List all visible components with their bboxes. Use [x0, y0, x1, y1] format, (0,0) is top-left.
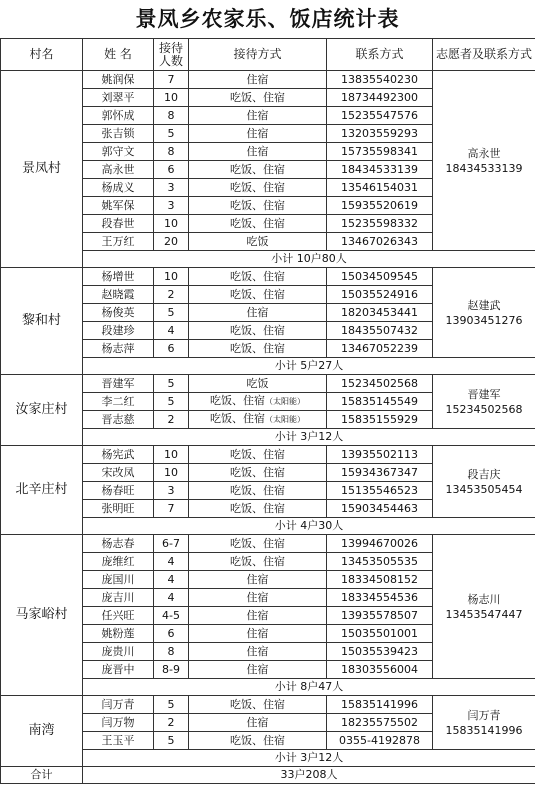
host-name: 杨增世 [83, 268, 154, 286]
host-name: 庞吉川 [83, 589, 154, 607]
reception-method-text: 住宿 [246, 608, 269, 622]
reception-method [189, 143, 327, 161]
guest-count: 10 [154, 446, 189, 464]
reception-method-text: 吃饭、住宿 [230, 90, 285, 104]
phone-number: 15035524916 [327, 286, 433, 304]
guest-count: 5 [154, 375, 189, 393]
reception-method-text: 住宿 [246, 108, 269, 122]
table-row [1, 446, 535, 464]
phone-number: 15835155929 [327, 411, 433, 429]
volunteer-name: 段吉庆 [467, 467, 501, 481]
table-row [1, 375, 535, 393]
reception-method-text: 住宿 [246, 715, 269, 729]
header-contact: 联系方式 [327, 39, 433, 71]
village-name: 马家峪村 [1, 535, 83, 696]
phone-number: 15234502568 [327, 375, 433, 393]
guest-count: 5 [154, 732, 189, 750]
host-name: 杨俊英 [83, 304, 154, 322]
village-name: 北辛庄村 [1, 446, 83, 535]
reception-method-text: 吃饭、住宿 [210, 412, 265, 425]
reception-method-note: （太阳能） [265, 397, 305, 406]
guest-count: 5 [154, 125, 189, 143]
host-name: 任兴旺 [83, 607, 154, 625]
host-name: 李二红 [83, 393, 154, 411]
reception-method [189, 500, 327, 518]
header-count: 接待人数 [154, 39, 189, 71]
host-name: 段春世 [83, 215, 154, 233]
volunteer-phone: 15234502568 [445, 402, 523, 416]
guest-count: 2 [154, 286, 189, 304]
phone-number: 18334554536 [327, 589, 433, 607]
reception-method [189, 71, 327, 89]
guest-count: 6-7 [154, 535, 189, 553]
host-name: 姚粉莲 [83, 625, 154, 643]
reception-method-text: 住宿 [246, 644, 269, 658]
subtotal: 小计 3户12人 [83, 429, 535, 446]
table-row [1, 535, 535, 553]
volunteer-cell [433, 446, 535, 518]
phone-number: 13467026343 [327, 233, 433, 251]
total-row [1, 767, 535, 784]
reception-method-text: 吃饭、住宿 [230, 733, 285, 747]
reception-method-text: 吃饭 [246, 376, 269, 390]
reception-method [189, 553, 327, 571]
host-name: 赵晓霞 [83, 286, 154, 304]
header-method: 接待方式 [189, 39, 327, 71]
reception-method [189, 107, 327, 125]
reception-method [189, 411, 327, 429]
table-row [1, 696, 535, 714]
host-name: 晋建军 [83, 375, 154, 393]
volunteer-name: 晋建军 [467, 387, 501, 401]
host-name: 郭怀成 [83, 107, 154, 125]
phone-number: 15935520619 [327, 197, 433, 215]
volunteer-name: 杨志川 [467, 592, 501, 606]
guest-count: 10 [154, 268, 189, 286]
phone-number: 18334508152 [327, 571, 433, 589]
table-row [1, 71, 535, 89]
village-name: 景凤村 [1, 71, 83, 268]
reception-method [189, 643, 327, 661]
phone-number: 15035501001 [327, 625, 433, 643]
subtotal: 小计 5户27人 [83, 358, 535, 375]
guest-count: 8 [154, 107, 189, 125]
volunteer-cell [433, 375, 535, 429]
phone-number: 18434533139 [327, 161, 433, 179]
host-name: 郭守文 [83, 143, 154, 161]
host-name: 晋志慈 [83, 411, 154, 429]
host-name: 王万红 [83, 233, 154, 251]
reception-method [189, 89, 327, 107]
header-volunteer: 志愿者及联系方式 [433, 39, 535, 71]
guest-count: 2 [154, 714, 189, 732]
reception-method-text: 吃饭、住宿 [230, 483, 285, 497]
phone-number: 15835141996 [327, 696, 433, 714]
host-name: 庞国川 [83, 571, 154, 589]
host-name: 杨成义 [83, 179, 154, 197]
phone-number: 13546154031 [327, 179, 433, 197]
reception-method-text: 吃饭、住宿 [230, 341, 285, 355]
volunteer-name: 高永世 [467, 146, 501, 160]
guest-count: 7 [154, 71, 189, 89]
volunteer-phone: 18434533139 [445, 161, 523, 175]
phone-number: 15034509545 [327, 268, 433, 286]
reception-method [189, 197, 327, 215]
phone-number: 13203559293 [327, 125, 433, 143]
guest-count: 3 [154, 482, 189, 500]
reception-method-note: （太阳能） [265, 415, 305, 424]
reception-method [189, 268, 327, 286]
phone-number: 18303556004 [327, 661, 433, 679]
reception-method-text: 吃饭、住宿 [230, 180, 285, 194]
guest-count: 8-9 [154, 661, 189, 679]
phone-number: 13994670026 [327, 535, 433, 553]
host-name: 宋改凤 [83, 464, 154, 482]
header-row [1, 39, 535, 71]
phone-number: 0355-4192878 [327, 732, 433, 750]
reception-method-text: 吃饭、住宿 [230, 287, 285, 301]
host-name: 高永世 [83, 161, 154, 179]
reception-method-text: 吃饭、住宿 [230, 554, 285, 568]
host-name: 庞贵川 [83, 643, 154, 661]
total-label: 合计 [1, 767, 83, 784]
header-village: 村名 [1, 39, 83, 71]
reception-method [189, 179, 327, 197]
phone-number: 15235598332 [327, 215, 433, 233]
reception-method-text: 吃饭、住宿 [230, 198, 285, 212]
volunteer-phone: 13453505454 [445, 482, 523, 496]
guest-count: 4 [154, 322, 189, 340]
phone-number: 18203453441 [327, 304, 433, 322]
phone-number: 15934367347 [327, 464, 433, 482]
volunteer-phone: 13903451276 [445, 313, 523, 327]
phone-number: 13835540230 [327, 71, 433, 89]
host-name: 庞晋中 [83, 661, 154, 679]
reception-method [189, 607, 327, 625]
phone-number: 18435507432 [327, 322, 433, 340]
phone-number: 18235575502 [327, 714, 433, 732]
reception-method [189, 233, 327, 251]
phone-number: 15903454463 [327, 500, 433, 518]
phone-number: 15835145549 [327, 393, 433, 411]
host-name: 张明旺 [83, 500, 154, 518]
phone-number: 15235547576 [327, 107, 433, 125]
guest-count: 5 [154, 393, 189, 411]
volunteer-name: 赵建武 [467, 298, 501, 312]
guest-count: 7 [154, 500, 189, 518]
reception-method [189, 340, 327, 358]
reception-method [189, 589, 327, 607]
reception-method [189, 714, 327, 732]
subtotal: 小计 8户47人 [83, 679, 535, 696]
guest-count: 10 [154, 215, 189, 233]
host-name: 杨春旺 [83, 482, 154, 500]
guest-count: 5 [154, 696, 189, 714]
guest-count: 4-5 [154, 607, 189, 625]
reception-method [189, 535, 327, 553]
reception-method-text: 住宿 [246, 626, 269, 640]
guest-count: 20 [154, 233, 189, 251]
header-name: 姓 名 [83, 39, 154, 71]
reception-method-text: 住宿 [246, 126, 269, 140]
reception-method-text: 吃饭、住宿 [230, 323, 285, 337]
host-name: 刘翠平 [83, 89, 154, 107]
reception-method [189, 696, 327, 714]
phone-number: 13453505535 [327, 553, 433, 571]
reception-method [189, 286, 327, 304]
guest-count: 8 [154, 643, 189, 661]
reception-method [189, 482, 327, 500]
village-name: 南湾 [1, 696, 83, 767]
page-title: 景凤乡农家乐、饭店统计表 [135, 7, 400, 31]
reception-method [189, 446, 327, 464]
guest-count: 2 [154, 411, 189, 429]
host-name: 闫万青 [83, 696, 154, 714]
guest-count: 5 [154, 304, 189, 322]
guest-count: 3 [154, 179, 189, 197]
reception-method-text: 吃饭、住宿 [230, 269, 285, 283]
reception-method-text: 吃饭、住宿 [230, 501, 285, 515]
reception-method [189, 125, 327, 143]
host-name: 张吉锁 [83, 125, 154, 143]
host-name: 段建珍 [83, 322, 154, 340]
volunteer-cell [433, 535, 535, 679]
reception-method-text: 吃饭、住宿 [230, 216, 285, 230]
reception-method [189, 215, 327, 233]
volunteer-name: 闫万青 [467, 708, 501, 722]
volunteer-cell [433, 696, 535, 750]
volunteer-phone: 13453547447 [445, 607, 523, 621]
reception-method [189, 625, 327, 643]
guest-count: 10 [154, 464, 189, 482]
reception-method [189, 393, 327, 411]
phone-number: 15035539423 [327, 643, 433, 661]
reception-method [189, 732, 327, 750]
reception-method-text: 吃饭、住宿 [230, 465, 285, 479]
table-row [1, 268, 535, 286]
host-name: 杨志萍 [83, 340, 154, 358]
reception-method-text: 吃饭、住宿 [230, 162, 285, 176]
reception-method [189, 304, 327, 322]
guest-count: 6 [154, 340, 189, 358]
guest-count: 3 [154, 197, 189, 215]
reception-method [189, 464, 327, 482]
reception-method-text: 住宿 [246, 144, 269, 158]
reception-method [189, 161, 327, 179]
village-name: 汝家庄村 [1, 375, 83, 446]
reception-method-text: 住宿 [246, 72, 269, 86]
subtotal: 小计 10户80人 [83, 251, 535, 268]
host-name: 王玉平 [83, 732, 154, 750]
phone-number: 13935502113 [327, 446, 433, 464]
phone-number: 18734492300 [327, 89, 433, 107]
guest-count: 4 [154, 553, 189, 571]
subtotal: 小计 3户12人 [83, 750, 535, 767]
phone-number: 15735598341 [327, 143, 433, 161]
host-name: 姚润保 [83, 71, 154, 89]
guest-count: 4 [154, 571, 189, 589]
host-name: 闫万物 [83, 714, 154, 732]
reception-method [189, 661, 327, 679]
host-name: 姚军保 [83, 197, 154, 215]
volunteer-cell [433, 268, 535, 358]
volunteer-cell [433, 71, 535, 251]
statistics-table [0, 38, 535, 784]
subtotal: 小计 4户30人 [83, 518, 535, 535]
reception-method-text: 吃饭、住宿 [230, 447, 285, 461]
reception-method-text: 住宿 [246, 662, 269, 676]
host-name: 庞维红 [83, 553, 154, 571]
reception-method-text: 吃饭、住宿 [210, 394, 265, 407]
reception-method-text: 吃饭 [246, 234, 269, 248]
guest-count: 8 [154, 143, 189, 161]
guest-count: 4 [154, 589, 189, 607]
guest-count: 6 [154, 161, 189, 179]
phone-number: 13935578507 [327, 607, 433, 625]
phone-number: 13467052239 [327, 340, 433, 358]
reception-method-text: 住宿 [246, 572, 269, 586]
volunteer-phone: 15835141996 [445, 723, 523, 737]
reception-method-text: 吃饭、住宿 [230, 536, 285, 550]
total-value: 33户208人 [83, 767, 535, 784]
guest-count: 10 [154, 89, 189, 107]
host-name: 杨宪武 [83, 446, 154, 464]
reception-method [189, 322, 327, 340]
reception-method-text: 吃饭、住宿 [230, 697, 285, 711]
host-name: 杨志春 [83, 535, 154, 553]
reception-method-text: 住宿 [246, 590, 269, 604]
village-name: 黎和村 [1, 268, 83, 375]
phone-number: 15135546523 [327, 482, 433, 500]
reception-method [189, 571, 327, 589]
reception-method [189, 375, 327, 393]
reception-method-text: 住宿 [246, 305, 269, 319]
guest-count: 6 [154, 625, 189, 643]
